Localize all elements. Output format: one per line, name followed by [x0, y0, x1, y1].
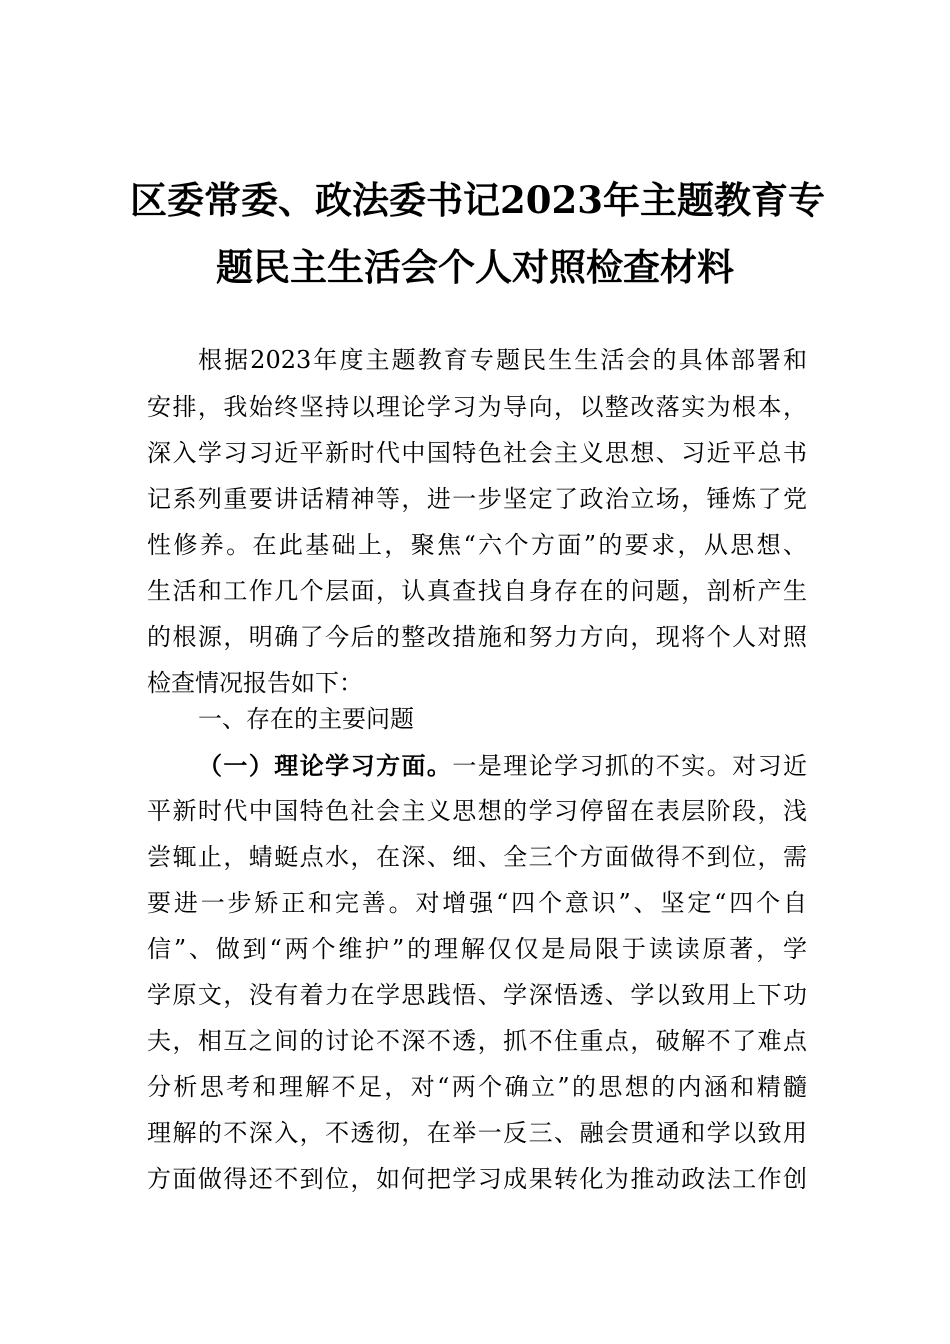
intro-line: 生活和工作几个层面，认真查找自身存在的问题，剖析产生	[147, 577, 807, 605]
body-line: 方面做得还不到位，如何把学习成果转化为推动政法工作创	[147, 1165, 807, 1193]
document-title-line-1: 区委常委、政法委书记2023年主题教育专	[130, 178, 825, 222]
body-line: 夫，相互之间的讨论不深不透，抓不住重点，破解不了难点	[147, 1027, 807, 1055]
intro-line: 检查情况报告如下：	[147, 669, 363, 697]
intro-line: 根据2023年度主题教育专题民生生活会的具体部署和	[198, 346, 807, 374]
body-line: 学原文，没有着力在学思践悟、学深悟透、学以致用上下功	[147, 981, 807, 1009]
body-line: 尝辄止，蜻蜓点水，在深、细、全三个方面做得不到位，需	[147, 843, 807, 871]
intro-line: 安排，我始终坚持以理论学习为导向，以整改落实为根本，	[147, 393, 807, 421]
subsection-first-line	[198, 742, 807, 789]
intro-line: 性修养。在此基础上，聚焦“六个方面”的要求，从思想、	[147, 531, 807, 559]
body-line: 理解的不深入，不透彻，在举一反三、融会贯通和学以致用	[147, 1119, 807, 1147]
section-heading: 一、存在的主要问题	[198, 705, 414, 733]
subsection-label: （一）理论学习方面。	[198, 751, 453, 780]
body-line: 要进一步矫正和完善。对增强“四个意识”、坚定“四个自	[147, 889, 807, 917]
document-title-line-2: 题民主生活会个人对照检查材料	[216, 245, 734, 289]
intro-line: 记系列重要讲话精神等，进一步坚定了政治立场，锤炼了党	[147, 485, 807, 513]
subsection-first-text: 一是理论学习抓的不实。对习近	[452, 752, 808, 780]
body-line: 信”、做到“两个维护”的理解仅仅是局限于读读原著，学	[147, 935, 807, 963]
intro-line: 的根源，明确了今后的整改措施和努力方向，现将个人对照	[147, 623, 807, 651]
intro-line: 深入学习习近平新时代中国特色社会主义思想、习近平总书	[147, 439, 807, 467]
body-line: 平新时代中国特色社会主义思想的学习停留在表层阶段，浅	[147, 797, 807, 825]
body-line: 分析思考和理解不足，对“两个确立”的思想的内涵和精髓	[147, 1073, 807, 1101]
